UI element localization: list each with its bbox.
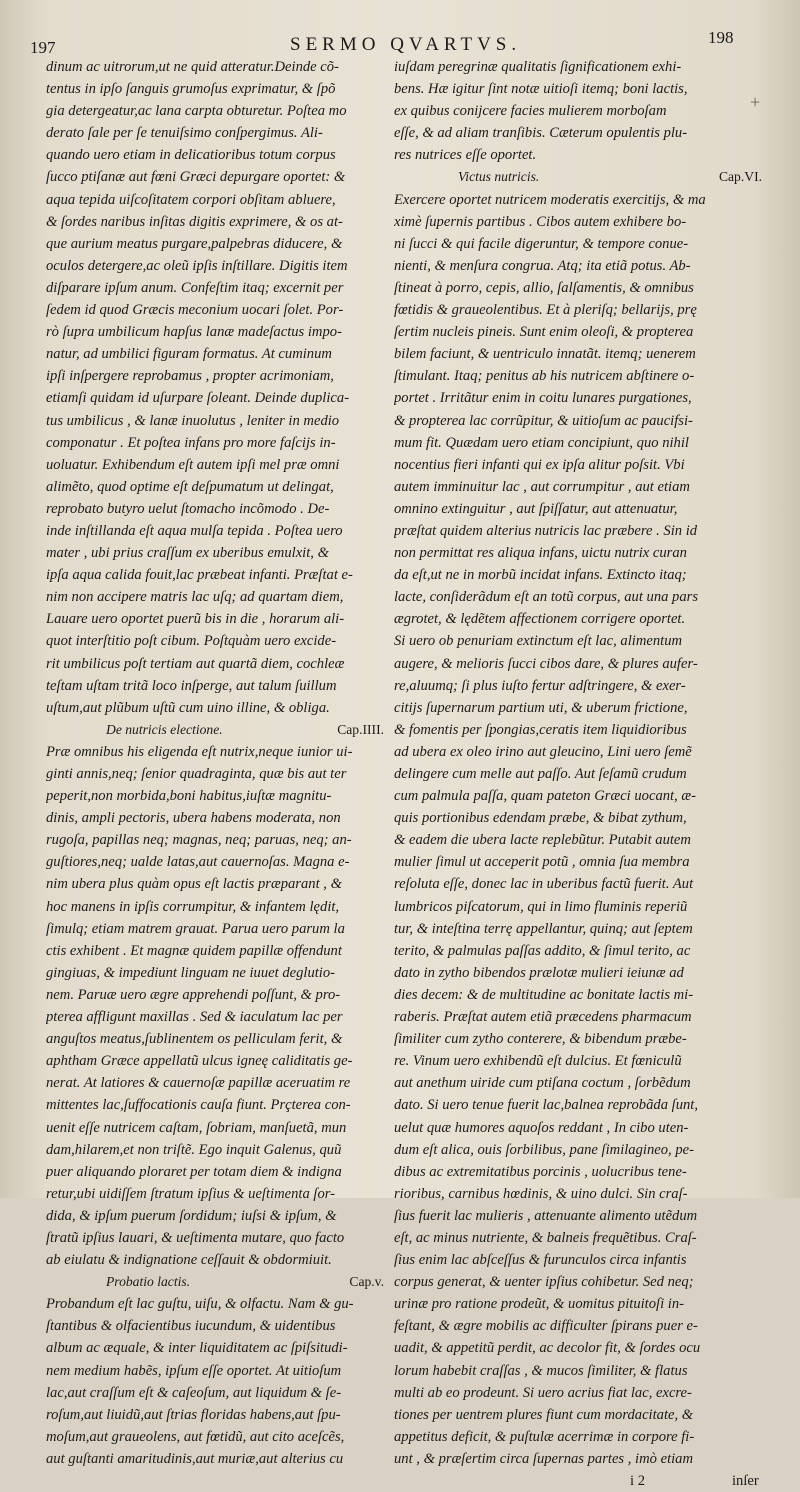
text-line: dum eſt alica, ouis ſorbilibus, pane ſimilagineo, pe-	[394, 1141, 694, 1158]
text-line: & propterea lac corrũpitur, & uitioſum ac paucifsi-	[394, 412, 693, 429]
text-line: & fomentis per ſpongias,ceratis item liquidioribus	[394, 721, 687, 738]
section-heading-nutrix	[46, 719, 398, 741]
text-line: tur, & inteſtina terrę appellantur, quinq; aut ſeptem	[394, 920, 693, 937]
folio-number-left: 197	[30, 38, 56, 57]
text-line: teſtam uſtam tritã loco inſperge, aut talum ſuillum	[46, 677, 337, 694]
text-line: nienti, & menſura congrua. Atq; ita etiã potus. Ab-	[394, 257, 691, 274]
text-line: dinum ac uitrorum,ut ne quid atteratur.Deinde cõ-	[46, 59, 339, 75]
text-line: cum palmula paſſa, quam pateton Græci uocant, æ-	[394, 788, 696, 805]
text-line: ad ubera ex oleo irino aut gleucino, Lini uero ſemẽ	[394, 743, 692, 760]
text-line: ſius fuerit lac mulieris , attenuante alimento utẽdum	[394, 1207, 698, 1224]
catchword: inſer	[732, 1473, 759, 1489]
text-line: Exercere oportet nutricem moderatis exercitijs, & ma	[394, 191, 706, 208]
text-line: portet . Irritãtur enim in coitu lunares purgationes,	[394, 390, 692, 407]
text-line: terito, & palmulas paſſas addito, & ſimul terito, ac	[394, 942, 691, 959]
text-line: uadit, & appetitũ perdit, ac decolor fit, & ſordes ocu	[394, 1340, 701, 1357]
text-line: Præ omnibus his eligenda eſt nutrix,neque iunior ui-	[46, 743, 353, 760]
text-line: citijs ſupernarum partium uti, & uberum frictione,	[394, 699, 688, 716]
text-line: hoc manens in ipſis corrumpitur, & infantem lędit,	[46, 898, 340, 915]
text-line: nim ubera plus quàm opus eſt lactis præparant , &	[46, 876, 342, 893]
text-line: rugoſa, papillas neq; magnas, neq; paruas, neq; an-	[46, 832, 352, 849]
text-line: mittentes lac,ſuffocationis cauſa fiunt. Prçterea con-	[46, 1097, 351, 1114]
section-title: De nutricis electione.	[106, 721, 223, 737]
text-line: re,aluumq; ſi plus iuſto fertur adſtringere, & exer-	[394, 677, 686, 694]
text-line: uenit eſſe nutricem caſtam, ſobriam, manſuetã, mun	[46, 1119, 347, 1136]
text-line: diſparare ipſum anum. Confeſtim itaq; excernit per	[46, 279, 344, 296]
text-line: tiones per uentrem plures fiunt cum mordacitate, &	[394, 1406, 694, 1423]
text-line: mum fit. Quædam uero etiam concipiunt, quo nihil	[394, 434, 689, 451]
text-line: nocentius fieri infanti qui ex ipſa alitur poſsit. Vbi	[394, 456, 685, 473]
text-line: aut anethum uiride cum ptiſana coctum , ſorbẽdum	[394, 1075, 691, 1092]
text-line: res nutrices eſſe oportet.	[394, 147, 537, 164]
left-paragraph-1	[46, 56, 398, 719]
text-line: ſtineat à porro, cepis, allio, ſalſamentis, & omnibus	[394, 279, 694, 296]
text-line: alimẽto, quod optime eſt deſpumatum ut delingat,	[46, 478, 334, 495]
text-line: roſum,aut liuidũ,aut ſtrias floridas habens,aut ſpu-	[46, 1406, 341, 1423]
text-line: augere, & melioris ſucci cibos dare, & plures aufer-	[394, 655, 698, 672]
text-line: dibus ac extremitatibus porcinis , uolucribus tene-	[394, 1163, 687, 1180]
text-line: lorum habebit craſſas , & mucos ſimiliter, & flatus	[394, 1362, 688, 1379]
text-line: gia detergeatur,ac lana carpta obturetur. Poſtea mo	[46, 103, 347, 120]
text-line: dies decem: & de multitudine ac bonitate lactis mi-	[394, 986, 694, 1003]
section-heading-lactis	[46, 1271, 398, 1293]
text-line: ipſa aqua calida fouit,lac præbeat infanti. Præſtat e-	[46, 567, 353, 584]
text-line: unt , & præſertim circa ſupernas partes , imò etiam	[394, 1450, 694, 1467]
text-line: reprobato butyro uelut ſtomacho incõmodo . De-	[46, 500, 330, 517]
text-line: uelut quæ humores aquoſos reddant , In cibo uten-	[394, 1119, 689, 1136]
text-line: inde inſtillanda eſt aqua mulſa tepida . Poſtea uero	[46, 522, 343, 539]
text-line: uoluatur. Exhibendum eſt autem ipſi mel præ omni	[46, 456, 340, 473]
text-line: ſimulq; etiam matrem grauat. Parua uero parum la	[46, 920, 345, 937]
left-paragraph-2	[46, 741, 398, 1271]
text-line: rò ſupra umbilicum hapſus lanæ madeſactus impo-	[46, 324, 342, 341]
text-line: ſedem id quod Græcis meconium uocari ſolet. Por-	[46, 302, 344, 319]
text-line: autem imminuitur lac , aut corrumpitur , aut etiam	[394, 478, 690, 495]
text-line: dato. Si uero tenue fuerit lac,balnea reprobãda ſunt,	[394, 1097, 698, 1114]
running-title: SERMO QVARTVS.	[290, 34, 522, 55]
section-heading-victus	[394, 166, 768, 188]
text-line: multi ab eo prodeunt. Si uero acrius fiat lac, excre-	[394, 1384, 692, 1401]
text-line: gingiuas, & impediunt linguam ne iuuet deglutio-	[46, 964, 336, 981]
text-line: appetitus deficit, & puſtulæ acerrimæ in corpore fi-	[394, 1428, 695, 1445]
text-line: eſt, ac minus nutriente, & balneis frequẽtibus. Craſ-	[394, 1229, 697, 1246]
text-line: dam,hilarem,et non triſtẽ. Ego inquit Galenus, quũ	[46, 1141, 342, 1158]
text-line: aqua tepida uiſcoſitatem corpori obſitam abluere,	[46, 191, 336, 208]
text-line: ſius enim lac abſceſſus & furunculos circa infantis	[394, 1252, 687, 1269]
text-line: fœtidis & graueolentibus. Et à pleriſq; bellarijs, prę	[394, 302, 697, 319]
text-line: corpus generat, & uenter ipſius cohibetur. Sed neq;	[394, 1274, 694, 1291]
page-footer	[394, 1470, 768, 1492]
text-line: ſtantibus & olfacientibus iucundum, & uidentibus	[46, 1318, 336, 1335]
text-line: ginti annis,neq; ſenior quadraginta, quæ bis aut ter	[46, 766, 347, 782]
section-title: Probatio lactis.	[106, 1274, 191, 1290]
folio-number-right: 198	[708, 28, 734, 47]
text-line: anguſtos meatus,ſublinentem os pelliculam ferit, &	[46, 1031, 343, 1048]
text-line: non permittat res aliqua infans, uictu nutrix curan	[394, 545, 687, 562]
text-line: rioribus, carnibus hœdinis, & uino dulci. Sin craſ-	[394, 1185, 688, 1202]
text-line: mulier ſimul ut acceperit potũ , omnia ſua membra	[394, 854, 690, 871]
text-line: lumbricos piſcatorum, qui in limo fluminis reperiũ	[394, 898, 688, 915]
text-line: nem. Paruæ uero ægre apprehendi poſſunt, & pro-	[46, 986, 341, 1003]
left-text-column	[46, 56, 398, 1470]
text-line: tus umbilicus , & lanæ inuolutus , leniter in medio	[46, 412, 340, 429]
text-line: ximè ſupernis partibus . Cibos autem exhibere bo-	[394, 213, 687, 230]
text-line: rit umbilicus poſt tertiam aut quartã diem, cochleæ	[46, 655, 345, 672]
text-line: moſum,aut graueolens, aut fœtidũ, aut cito aceſcẽs,	[46, 1428, 345, 1445]
text-line: delingere cum melle aut paſſo. Aut ſeſamũ crudum	[394, 766, 687, 782]
text-line: aut guſtanti amaritudinis,aut muriæ,aut alterius cu	[46, 1450, 344, 1467]
text-line: iuſdam peregrinæ qualitatis ſignificationem exhi-	[394, 59, 682, 75]
text-line: pterea affligunt maxillas . Sed & iaculatum lac per	[46, 1009, 343, 1026]
text-line: lacte, conſiderãdum eſt an totũ corpus, aut una pars	[394, 589, 699, 606]
text-line: lac,aut craſſum eſt & caſeoſum, aut liquidum & ſe-	[46, 1384, 342, 1401]
text-line: bens. Hæ igitur ſint notæ uitioſi itemq; boni lactis,	[394, 81, 688, 98]
text-line: mater , ubi prius craſſum ex uberibus emulxit, &	[46, 545, 329, 562]
text-line: ni ſucci & qui facile digeruntur, & tempore conue-	[394, 235, 689, 252]
right-paragraph-1	[394, 56, 768, 166]
text-line: tentus in ipſo ſanguis grumoſus exprimatur, & ſpõ	[46, 81, 336, 98]
text-line: ſtratũ ipſius lauari, & ueſtimenta mutare, quo facto	[46, 1229, 345, 1246]
text-line: bilem faciunt, & uentriculo innatãt. itemq; uenerem	[394, 346, 696, 363]
text-line: nerat. At latiores & cauernoſæ papillæ aceruatim re	[46, 1075, 351, 1092]
text-line: præſtat quidem alterius nutricis lac præbere . Sin id	[394, 522, 698, 539]
chapter-number: Cap.VI.	[718, 169, 762, 185]
text-line: ſimiliter cum zytho conterere, & bibendum præbe-	[394, 1031, 687, 1048]
text-line: ab eiulatu & indignatione ceſſauit & obdormiuit.	[46, 1252, 332, 1269]
text-line: retur,ubi uidiſſem ſtratum ipſius & ueſtimenta ſor-	[46, 1185, 336, 1202]
signature-mark: i 2	[630, 1473, 645, 1489]
text-line: dinis, ampli pectoris, ubera habens moderata, non	[46, 810, 341, 827]
text-line: natur, ad umbilici figuram formatus. At cuminum	[46, 346, 332, 363]
left-paragraph-3	[46, 1293, 398, 1470]
text-line: da eſt,ut ne in morbũ incidat infans. Extincto itaq;	[394, 567, 687, 584]
section-title: Victus nutricis.	[458, 169, 540, 185]
text-line: Si uero ob penuriam extinctum eſt lac, alimentum	[394, 633, 683, 650]
margin-cross-mark-icon: +	[750, 92, 761, 112]
text-line: quot interſtitio poſt cibum. Poſtquàm uero excide-	[46, 633, 337, 650]
text-line: uſtum,aut plũbum uſtũ cum uino illine, & obliga.	[46, 699, 330, 716]
chapter-number: Cap.IIII.	[337, 721, 384, 737]
text-line: omnino extinguitur , aut ſpiſſatur, aut attenuatur,	[394, 500, 678, 517]
text-line: oculos detergere,ac oleũ ipſis inſtillare. Digitis item	[46, 257, 348, 274]
text-line: ſtimulant. Itaq; penitus ab his nutricem abſtinere o-	[394, 368, 695, 385]
text-line: urinæ pro ratione prodeũt, & uomitus pituitoſi in-	[394, 1296, 684, 1313]
page-header	[0, 28, 800, 57]
text-line: componatur . Et poſtea infans pro more faſcijs in-	[46, 434, 336, 451]
text-line: feſtant, & ægre mobilis ac difficulter ſpirans puer e-	[394, 1318, 698, 1335]
text-line: derato ſale per ſe tenuiſsimo conſpergimus. Ali-	[46, 125, 323, 142]
text-line: ctis exhibent . Et magnæ quidem papillæ offendunt	[46, 942, 342, 959]
text-line: etiamſi quidam id uſurpare ſoleant. Deinde duplica-	[46, 390, 350, 407]
text-line: quando uero etiam in delicatioribus totum corpus	[46, 147, 336, 164]
text-line: & ſordes naribus inſitas digitis exprimere, & os at-	[46, 213, 343, 230]
text-line: aphtham Græce appellatũ ulcus igneę caliditatis ge-	[46, 1053, 353, 1070]
text-line: eſſe, & ad aliam tranſibis. Cæterum opulentis plu-	[394, 125, 688, 142]
text-line: ſucco ptiſanæ aut fœni Græci depurgare oportet: &	[46, 169, 346, 186]
right-paragraph-2	[394, 189, 768, 1470]
text-line: raberis. Præſtat autem etiã præcedens pharmacum	[394, 1009, 692, 1026]
text-line: album ac æquale, & inter liquiditatem ac ſpiſsitudi-	[46, 1340, 348, 1357]
text-line: re. Vinum uero exhibendũ eſt dulcius. Et fœniculũ	[394, 1053, 682, 1070]
text-line: guſtiores,neq; ualde latas,aut cauernoſas. Magna e-	[46, 854, 350, 871]
text-line: ex quibus conijcere facies mulierem morboſam	[394, 103, 667, 120]
text-line: Lauare uero oportet puerũ bis in die , horarum ali-	[46, 611, 345, 628]
text-line: ægrotet, & lędẽtem affectionem corrigere oportet.	[394, 611, 686, 628]
text-line: peperit,non morbida,boni habitus,iuſtæ magnitu-	[46, 788, 332, 805]
right-text-column	[394, 56, 768, 1492]
text-line: nim non accipere matris lac uſq; ad quartam diem,	[46, 589, 344, 606]
text-line: puer aliquando ploraret per totam diem & indigna	[46, 1163, 342, 1180]
text-line: Probandum eſt lac guſtu, uiſu, & olfactu. Nam & gu-	[46, 1296, 354, 1313]
text-line: que aurium meatus purgare,palpebras diducere, &	[46, 235, 343, 252]
text-line: & eadem die ubera lacte replebũtur. Putabit autem	[394, 832, 691, 849]
text-line: nem medium habẽs, ipſum eſſe oportet. At uitioſum	[46, 1362, 342, 1379]
text-line: dato in zytho bibendos prælotæ mulieri ieiunæ ad	[394, 964, 684, 981]
chapter-number: Cap.v.	[349, 1274, 384, 1290]
text-line: quis portionibus edendam præbe, & bibat zythum,	[394, 810, 687, 827]
text-line: dida, & ipſum puerum ſordidum; iuſsi & ipſum, &	[46, 1207, 337, 1224]
text-line: ſertim nucleis pineis. Sunt enim oleoſi, & propterea	[394, 324, 694, 341]
text-line: reſoluta eſſe, donec lac in uberibus factũ fuerit. Aut	[394, 876, 694, 893]
text-line: ipſi inſpergere reprobamus , propter acrimoniam,	[46, 368, 334, 385]
